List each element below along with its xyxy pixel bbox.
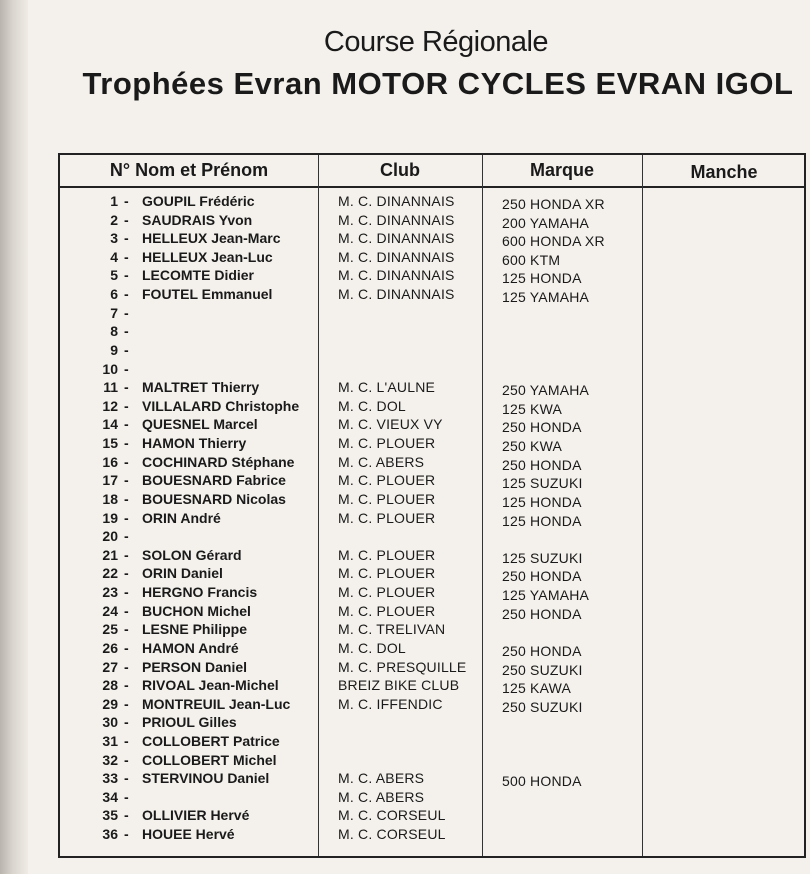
table-row <box>60 305 804 324</box>
table-row <box>60 621 804 640</box>
club-name: M. C. CORSEUL <box>338 807 446 824</box>
table-row <box>60 323 804 342</box>
table-row <box>60 807 804 826</box>
row-dash: - <box>124 826 129 843</box>
row-dash: - <box>124 528 129 545</box>
row-number: 36 <box>102 826 118 843</box>
table-row <box>60 193 804 212</box>
table-row <box>60 212 804 231</box>
rider-name: RIVOAL Jean-Michel <box>142 677 279 694</box>
table-row <box>60 696 804 715</box>
row-number: 28 <box>102 677 118 694</box>
table-row <box>60 491 804 510</box>
row-dash: - <box>124 416 129 433</box>
table-row <box>60 770 804 789</box>
row-dash: - <box>124 435 129 452</box>
rider-name: SOLON Gérard <box>142 546 242 563</box>
bike-brand: 200 YAMAHA <box>502 214 590 231</box>
rider-name: ORIN Daniel <box>142 565 223 582</box>
row-number: 7 <box>110 304 118 321</box>
club-name: M. C. DOL <box>338 397 406 414</box>
rider-name: HERGNO Francis <box>142 584 258 601</box>
table-row <box>60 826 804 845</box>
row-dash: - <box>124 584 129 601</box>
rider-name: COCHINARD Stéphane <box>142 453 295 470</box>
rider-name: LESNE Philippe <box>142 621 248 638</box>
table-row <box>60 510 804 529</box>
club-name: M. C. PLOUER <box>338 472 436 489</box>
row-dash: - <box>124 788 129 805</box>
club-name: M. C. IFFENDIC <box>338 695 443 712</box>
row-number: 35 <box>102 807 118 824</box>
table-row <box>60 733 804 752</box>
rider-name: PRIOUL Gilles <box>142 714 237 731</box>
table-row <box>60 286 804 305</box>
club-name: M. C. DINANNAIS <box>338 211 455 228</box>
row-number: 18 <box>102 490 118 507</box>
row-dash: - <box>124 304 129 321</box>
club-name: M. C. TRELIVAN <box>338 621 446 638</box>
club-name: M. C. DINANNAIS <box>338 193 455 209</box>
table-row <box>60 528 804 547</box>
row-number: 33 <box>102 770 118 787</box>
row-dash: - <box>124 193 129 209</box>
row-dash: - <box>124 807 129 824</box>
rider-name: BOUESNARD Fabrice <box>142 472 286 489</box>
rider-name: HOUEE Hervé <box>142 826 235 843</box>
row-number: 11 <box>103 379 118 396</box>
row-dash: - <box>124 695 129 712</box>
row-dash: - <box>124 602 129 619</box>
row-number: 3 <box>110 230 118 247</box>
row-number: 23 <box>102 584 118 601</box>
club-name: M. C. DINANNAIS <box>338 286 455 303</box>
club-name: M. C. ABERS <box>338 788 425 805</box>
club-name: M. C. PLOUER <box>338 509 436 526</box>
row-number: 21 <box>102 546 118 563</box>
table-row <box>60 361 804 380</box>
bike-brand: 125 HONDA <box>502 493 582 510</box>
bike-brand: 250 HONDA <box>502 568 582 585</box>
row-number: 10 <box>102 360 118 377</box>
rider-name: HAMON André <box>142 639 239 656</box>
row-dash: - <box>124 397 129 414</box>
row-dash: - <box>124 341 129 358</box>
row-dash: - <box>124 286 129 303</box>
table-row <box>60 714 804 733</box>
row-dash: - <box>124 490 129 507</box>
rider-name: PERSON Daniel <box>142 658 248 675</box>
row-number: 1 <box>110 193 118 209</box>
page-subtitle: Trophées Evran MOTOR CYCLES EVRAN IGOL <box>82 66 794 101</box>
row-dash: - <box>124 323 129 340</box>
row-number: 12 <box>102 397 118 414</box>
rider-name: HAMON Thierry <box>142 435 247 452</box>
table-row <box>60 379 804 398</box>
bike-brand: 125 HONDA <box>502 270 582 287</box>
header-nom: N° Nom et Prénom <box>109 160 269 180</box>
bike-brand: 250 SUZUKI <box>502 698 583 715</box>
row-number: 20 <box>102 528 118 545</box>
row-number: 30 <box>102 714 118 731</box>
table-row <box>60 249 804 268</box>
rider-name: FOUTEL Emmanuel <box>142 286 273 303</box>
club-name: M. C. PLOUER <box>338 565 436 582</box>
row-number: 2 <box>110 211 118 228</box>
rider-name: MALTRET Thierry <box>142 379 260 396</box>
entries-table <box>58 153 806 858</box>
row-dash: - <box>124 379 129 396</box>
row-dash: - <box>124 658 129 675</box>
bike-brand: 125 HONDA <box>502 512 582 529</box>
club-name: M. C. L'AULNE <box>338 379 436 396</box>
header-club: Club <box>380 160 420 180</box>
row-dash: - <box>124 677 129 694</box>
row-number: 26 <box>102 639 118 656</box>
row-dash: - <box>124 751 129 768</box>
row-number: 19 <box>102 509 118 526</box>
table-row <box>60 752 804 771</box>
club-name: BREIZ BIKE CLUB <box>338 677 460 694</box>
club-name: M. C. DOL <box>338 639 406 656</box>
table-row <box>60 789 804 808</box>
club-name: M. C. ABERS <box>338 453 425 470</box>
table-row <box>60 603 804 622</box>
bike-brand: 250 SUZUKI <box>502 661 583 678</box>
row-dash: - <box>124 360 129 377</box>
bike-brand: 600 HONDA XR <box>502 233 605 250</box>
rider-name: HELLEUX Jean-Luc <box>142 248 273 265</box>
bike-brand: 250 YAMAHA <box>502 382 590 399</box>
rider-name: OLLIVIER Hervé <box>142 807 250 824</box>
table-row <box>60 565 804 584</box>
rider-name: BUCHON Michel <box>142 602 251 619</box>
header-divider <box>60 186 804 188</box>
table-row <box>60 454 804 473</box>
row-number: 27 <box>102 658 118 675</box>
table-row <box>60 472 804 491</box>
row-number: 5 <box>110 267 118 284</box>
page-title: Course Régionale <box>323 26 549 58</box>
rider-name: ORIN André <box>142 509 221 526</box>
bike-brand: 125 SUZUKI <box>502 549 583 566</box>
bike-brand: 600 KTM <box>502 251 561 268</box>
row-dash: - <box>124 714 129 731</box>
row-dash: - <box>124 472 129 489</box>
row-dash: - <box>124 732 129 749</box>
bike-brand: 250 KWA <box>502 438 563 455</box>
club-name: M. C. PLOUER <box>338 435 436 452</box>
club-name: M. C. PLOUER <box>338 490 436 507</box>
row-number: 34 <box>102 788 118 805</box>
row-number: 24 <box>102 602 118 619</box>
row-dash: - <box>124 621 129 638</box>
row-dash: - <box>124 509 129 526</box>
club-name: M. C. VIEUX VY <box>338 416 443 433</box>
club-name: M. C. PLOUER <box>338 546 436 563</box>
table-row <box>60 640 804 659</box>
row-dash: - <box>124 565 129 582</box>
table-row <box>60 398 804 417</box>
table-row <box>60 547 804 566</box>
row-dash: - <box>124 248 129 265</box>
row-dash: - <box>124 546 129 563</box>
row-number: 17 <box>102 472 118 489</box>
row-number: 14 <box>102 416 118 433</box>
bike-brand: 250 HONDA <box>502 419 582 436</box>
row-number: 15 <box>102 435 118 452</box>
row-number: 29 <box>102 695 118 712</box>
table-row <box>60 230 804 249</box>
row-dash: - <box>124 453 129 470</box>
rider-name: VILLALARD Christophe <box>142 397 300 414</box>
row-number: 8 <box>110 323 118 340</box>
table-row <box>60 267 804 286</box>
table-row <box>60 659 804 678</box>
bike-brand: 500 HONDA <box>502 773 582 790</box>
rider-name: STERVINOU Daniel <box>142 770 270 787</box>
rider-name: QUESNEL Marcel <box>142 416 258 433</box>
club-name: M. C. ABERS <box>338 770 425 787</box>
bike-brand: 250 HONDA <box>502 605 582 622</box>
rider-name: SAUDRAIS Yvon <box>142 211 253 228</box>
row-dash: - <box>124 211 129 228</box>
bike-brand: 250 HONDA <box>502 456 582 473</box>
bike-brand: 125 YAMAHA <box>502 289 590 306</box>
club-name: M. C. PLOUER <box>338 584 436 601</box>
bike-brand: 125 YAMAHA <box>502 587 590 604</box>
rider-name: HELLEUX Jean-Marc <box>142 230 281 247</box>
rider-name: BOUESNARD Nicolas <box>142 490 286 507</box>
rider-name: COLLOBERT Michel <box>142 751 277 768</box>
row-dash: - <box>124 230 129 247</box>
rider-name: GOUPIL Frédéric <box>142 193 255 209</box>
page-binding-shadow <box>0 0 28 874</box>
club-name: M. C. DINANNAIS <box>338 230 455 247</box>
row-number: 6 <box>110 286 118 303</box>
table-row <box>60 584 804 603</box>
club-name: M. C. PRESQUILLE <box>338 658 467 675</box>
rider-name: LECOMTE Didier <box>142 267 255 284</box>
bike-brand: 125 SUZUKI <box>502 475 583 492</box>
header-marque: Marque <box>529 160 594 180</box>
row-number: 9 <box>110 341 118 358</box>
row-number: 32 <box>102 751 118 768</box>
row-number: 22 <box>102 565 118 582</box>
table-row <box>60 435 804 454</box>
row-number: 25 <box>102 621 118 638</box>
row-dash: - <box>124 267 129 284</box>
table-row <box>60 342 804 361</box>
club-name: M. C. DINANNAIS <box>338 267 455 284</box>
bike-brand: 250 HONDA <box>502 642 582 659</box>
row-number: 31 <box>102 732 118 749</box>
rider-name: MONTREUIL Jean-Luc <box>142 695 291 712</box>
row-dash: - <box>124 770 129 787</box>
row-number: 4 <box>110 248 118 265</box>
club-name: M. C. DINANNAIS <box>338 248 455 265</box>
row-dash: - <box>124 639 129 656</box>
club-name: M. C. CORSEUL <box>338 826 446 843</box>
bike-brand: 125 KAWA <box>502 680 572 697</box>
rider-name: COLLOBERT Patrice <box>142 732 280 749</box>
table-row <box>60 677 804 696</box>
header-manche: Manche <box>690 162 758 182</box>
row-number: 16 <box>102 453 118 470</box>
club-name: M. C. PLOUER <box>338 602 436 619</box>
bike-brand: 125 KWA <box>502 400 563 417</box>
bike-brand: 250 HONDA XR <box>502 196 605 212</box>
table-row <box>60 416 804 435</box>
